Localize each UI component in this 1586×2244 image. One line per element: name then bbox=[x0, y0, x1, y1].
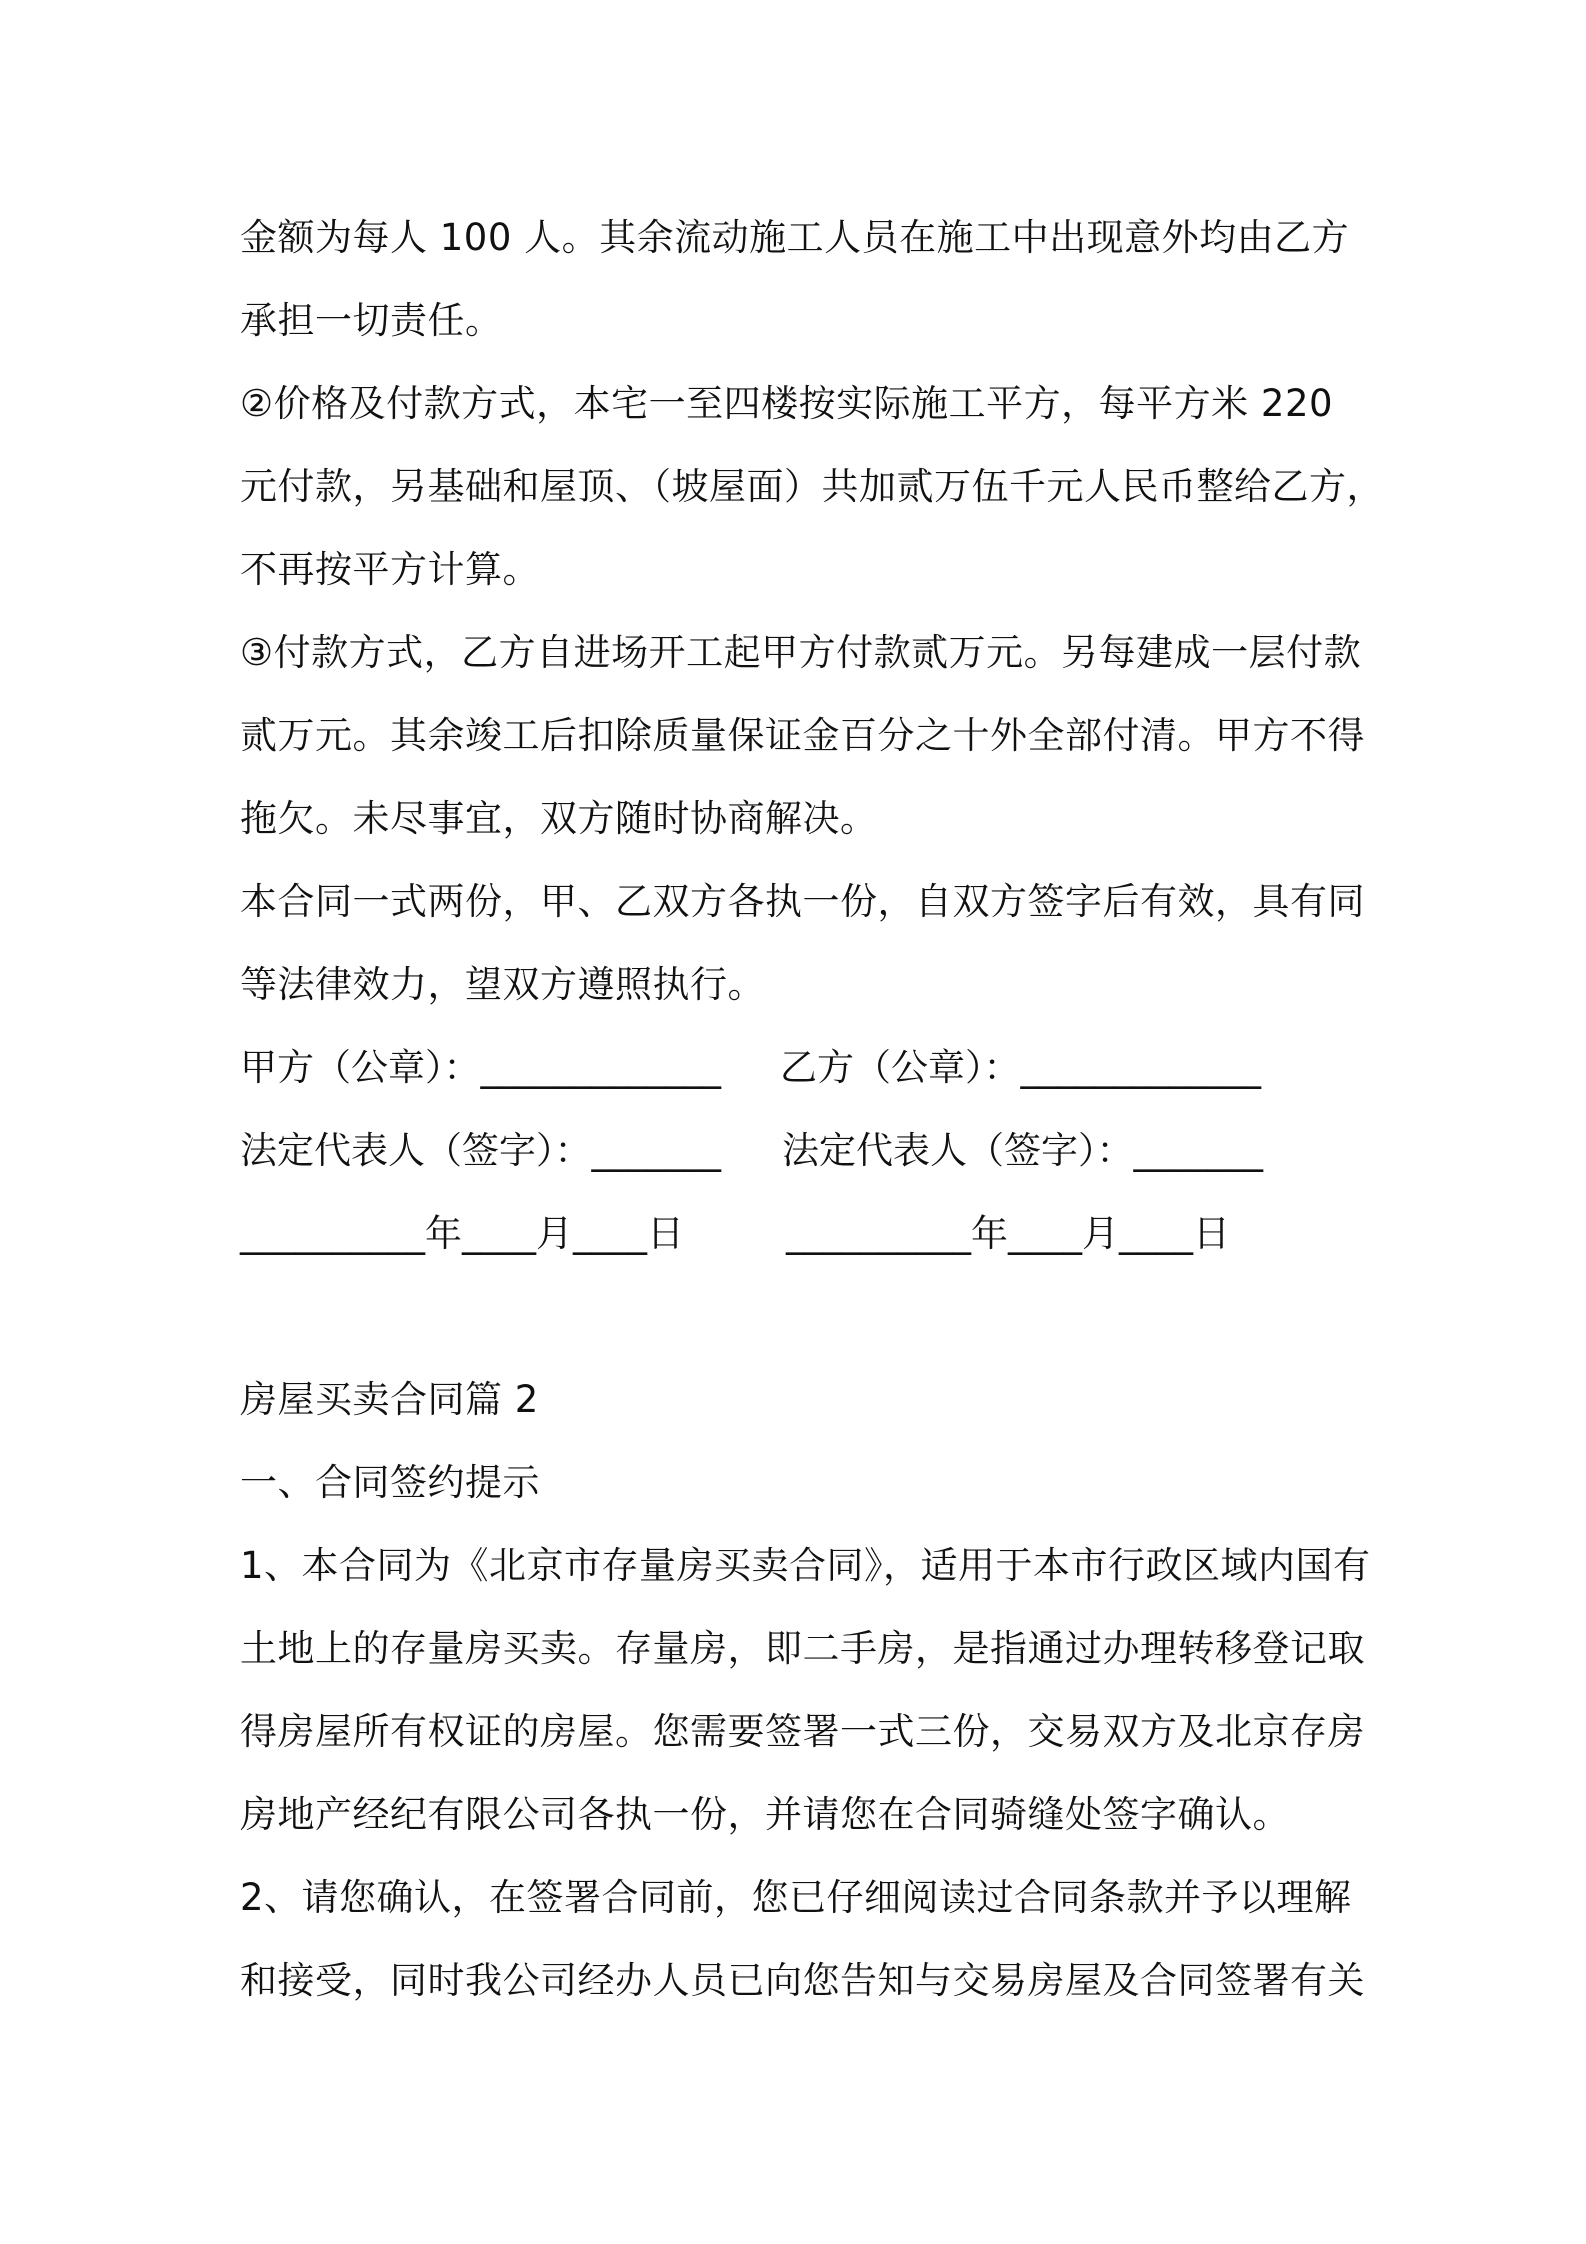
paragraph-line: 承担一切责任。 bbox=[240, 299, 503, 342]
party-a-representative-field: 法定代表人（签字）：_______ bbox=[240, 1129, 721, 1172]
section-spacer bbox=[240, 1275, 1380, 1358]
document-page bbox=[240, 196, 1384, 2022]
paragraph-line: 2、请您确认，在签署合同前，您已仔细阅读过合同条款并予以理解 bbox=[240, 1876, 1352, 1919]
paragraph-line: ③付款方式，乙方自进场开工起甲方付款贰万元。另每建成一层付款 bbox=[240, 631, 1362, 674]
section-subtitle: 一、合同签约提示 bbox=[240, 1461, 540, 1504]
paragraph-line: ②价格及付款方式，本宅一至四楼按实际施工平方，每平方米 220 bbox=[240, 382, 1334, 425]
signature-block bbox=[240, 1026, 1380, 1275]
party-b-date-field: __________年____月____日 bbox=[786, 1212, 1230, 1255]
section-title: 房屋买卖合同篇 2 bbox=[240, 1378, 539, 1421]
date-row bbox=[240, 1192, 1380, 1275]
party-a-date-field: __________年____月____日 bbox=[240, 1212, 684, 1255]
paragraph-line: 房地产经纪有限公司各执一份，并请您在合同骑缝处签字确认。 bbox=[240, 1793, 1290, 1836]
paragraph-line: 土地上的存量房买卖。存量房，即二手房，是指通过办理转移登记取 bbox=[240, 1627, 1365, 1670]
paragraph-line: 元付款，另基础和屋顶、（坡屋面）共加贰万伍千元人民币整给乙方， bbox=[240, 465, 1384, 508]
paragraph-line: 不再按平方计算。 bbox=[240, 548, 540, 591]
contract-terms-section bbox=[240, 196, 1384, 1026]
paragraph-line: 本合同一式两份，甲、乙双方各执一份，自双方签字后有效，具有同 bbox=[240, 880, 1365, 923]
paragraph-line: 1、本合同为《北京市存量房买卖合同》，适用于本市行政区域内国有 bbox=[240, 1544, 1371, 1587]
party-a-seal-field: 甲方（公章）：_____________ bbox=[240, 1046, 721, 1089]
party-b-representative-field: 法定代表人（签字）：_______ bbox=[782, 1129, 1263, 1172]
representative-row bbox=[240, 1109, 1380, 1192]
paragraph-line: 拖欠。未尽事宜，双方随时协商解决。 bbox=[240, 797, 878, 840]
paragraph-line: 贰万元。其余竣工后扣除质量保证金百分之十外全部付清。甲方不得 bbox=[240, 714, 1365, 757]
contract-section-2 bbox=[240, 1358, 1380, 2022]
paragraph-line: 得房屋所有权证的房屋。您需要签署一式三份，交易双方及北京存房 bbox=[240, 1710, 1365, 1753]
paragraph-line: 等法律效力，望双方遵照执行。 bbox=[240, 963, 765, 1006]
paragraph-line: 和接受，同时我公司经办人员已向您告知与交易房屋及合同签署有关 bbox=[240, 1959, 1365, 2002]
seal-row bbox=[240, 1026, 1380, 1109]
party-b-seal-field: 乙方（公章）：_____________ bbox=[780, 1046, 1261, 1089]
paragraph-line: 金额为每人 100 人。其余流动施工人员在施工中出现意外均由乙方 bbox=[240, 216, 1350, 259]
